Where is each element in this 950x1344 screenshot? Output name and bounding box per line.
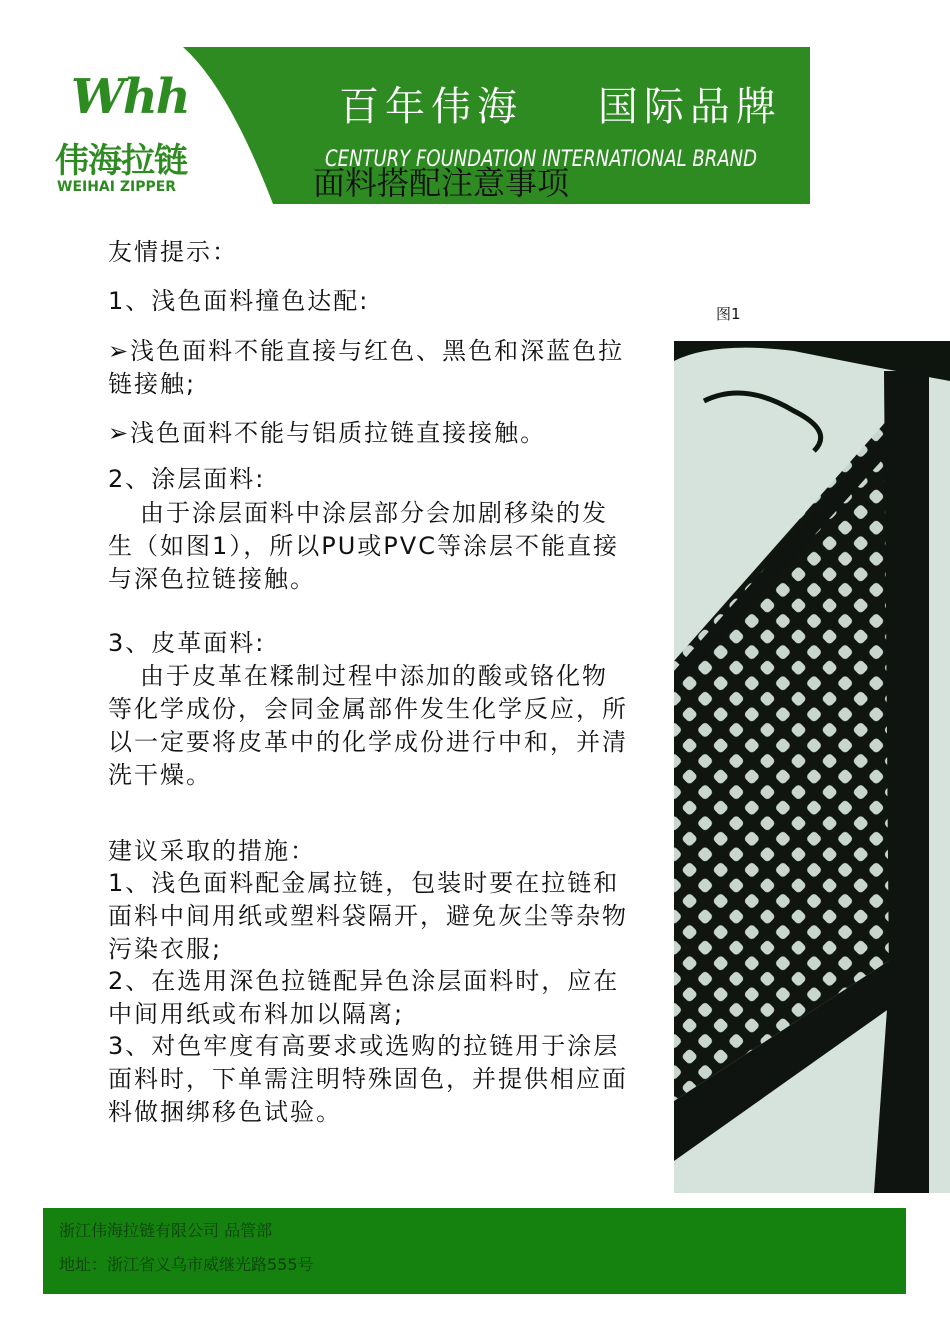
section-2-body: 由于涂层面料中涂层部分会加剧移染的发生（如图1），所以PU或PVC等涂层不能直接与深色拉链接触。: [108, 499, 619, 593]
section-1-title: 1、浅色面料撞色达配:: [108, 287, 370, 315]
logo-mark: Whh: [71, 69, 189, 125]
footer-address: 地址：浙江省义乌市威继光路555号: [59, 1255, 314, 1274]
logo-name-en: WEIHAI ZIPPER: [57, 179, 177, 195]
measures-heading: 建议采取的措施：: [108, 837, 316, 865]
footer-bar: [43, 1208, 906, 1294]
logo-name-cn: 伟海拉链: [55, 141, 187, 181]
measure-2: 2、在选用深色拉链配异色涂层面料时，应在中间用纸或布料加以隔离;: [108, 967, 620, 1028]
section-3-body: 由于皮革在糅制过程中添加的酸或铬化物等化学成份，会同金属部件发生化学反应，所以一定要将皮革中的化学成份进行中和，并清洗干燥。: [108, 662, 628, 789]
slogan-cn: 百年伟海 国际品牌: [339, 84, 782, 130]
tips-heading: 友情提示：: [108, 238, 238, 266]
figure-photo-mesh-fabric: [674, 341, 950, 1193]
page-title: 面料搭配注意事项: [313, 164, 570, 202]
section-1-bullet-1: ➢浅色面料不能直接与红色、黑色和深蓝色拉链接触;: [108, 337, 625, 398]
section-2-title: 2、涂层面料:: [108, 465, 266, 493]
measure-1: 1、浅色面料配金属拉链，包装时要在拉链和面料中间用纸或塑料袋隔开，避免灰尘等杂物污染衣服;: [108, 869, 628, 963]
slogan-en: CENTURY FOUNDATION INTERNATIONAL BRAND: [325, 147, 758, 172]
section-1-bullet-2: ➢浅色面料不能与铝质拉链直接接触。: [108, 419, 547, 447]
footer-company: 浙江伟海拉链有限公司 品管部: [59, 1221, 273, 1240]
measure-3: 3、对色牢度有高要求或选购的拉链用于涂层面料时，下单需注明特殊固色，并提供相应面料做捆绑移色试验。: [108, 1032, 628, 1126]
figure-label: 图1: [716, 305, 741, 323]
section-3-title: 3、皮革面料:: [108, 629, 266, 657]
